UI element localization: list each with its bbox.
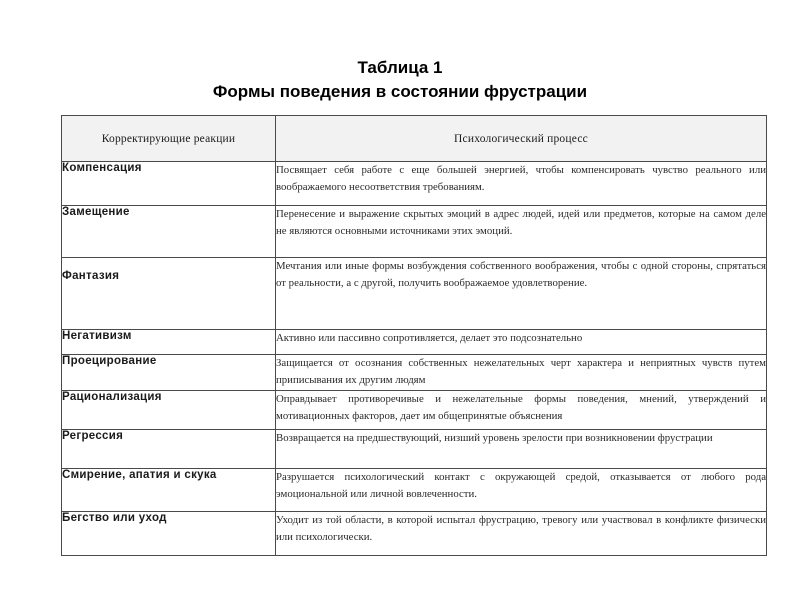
table-row — [62, 206, 767, 258]
process-description: Защищается от осознания собственных нежелательных черт характера и неприятных чувств путем приписывания их другим людям — [276, 355, 767, 391]
process-description: Уходит из той области, в которой испытал фрустрацию, тревогу или участвовал в конфликте физически или психологически. — [276, 512, 767, 556]
reaction-name: Замещение — [62, 206, 276, 258]
process-description: Посвящает себя работе с еще большей энергией, чтобы компенсировать чувство реального или воображаемого несоответствия требованиям. — [276, 162, 767, 206]
table-row — [62, 391, 767, 430]
reaction-name: Регрессия — [62, 430, 276, 469]
table-number: Таблица 1 — [357, 58, 443, 77]
process-description: Оправдывает противоречивые и нежелательные формы поведения, мнений, утверждений и мотивационных факторов, дает им общепринятые объяснения — [276, 391, 767, 430]
process-description: Возвращается на предшествующий, низший уровень зрелости при возникновении фрустрации — [276, 430, 767, 469]
column-header-process: Психологический процесс — [276, 116, 767, 162]
table-caption: Формы поведения в состоянии фрустрации — [212, 82, 588, 101]
reaction-name: Рационализация — [62, 391, 276, 430]
process-description: Перенесение и выражение скрытых эмоций в адрес людей, идей или предметов, которые на самом деле не являются основными источниками этих эмоций. — [276, 206, 767, 258]
reaction-name: Компенсация — [62, 162, 276, 206]
reaction-name: Негативизм — [62, 330, 276, 355]
table-row — [62, 258, 767, 330]
frustration-behavior-table — [61, 115, 767, 556]
process-description: Активно или пассивно сопротивляется, делает это подсознательно — [276, 330, 767, 355]
reaction-name: Фантазия — [62, 258, 276, 330]
column-header-reactions: Корректирующие реакции — [62, 116, 276, 162]
reaction-name: Проецирование — [62, 355, 276, 391]
table-row — [62, 330, 767, 355]
table-row — [62, 355, 767, 391]
table-row — [62, 430, 767, 469]
document-title — [0, 56, 800, 104]
reaction-name: Смирение, апатия и скука — [62, 469, 276, 512]
table-row — [62, 512, 767, 556]
table-row — [62, 162, 767, 206]
process-description: Разрушается психологический контакт с окружающей средой, отказывается от любого рода эмоциональной или личной вовлеченности. — [276, 469, 767, 512]
process-description: Мечтания или иные формы возбуждения собственного воображения, чтобы с одной стороны, спрятаться от реальности, а с другой, получить воображаемое удовлетворение. — [276, 258, 767, 330]
table-row — [62, 469, 767, 512]
table-header-row — [62, 116, 767, 162]
reaction-name: Бегство или уход — [62, 512, 276, 556]
